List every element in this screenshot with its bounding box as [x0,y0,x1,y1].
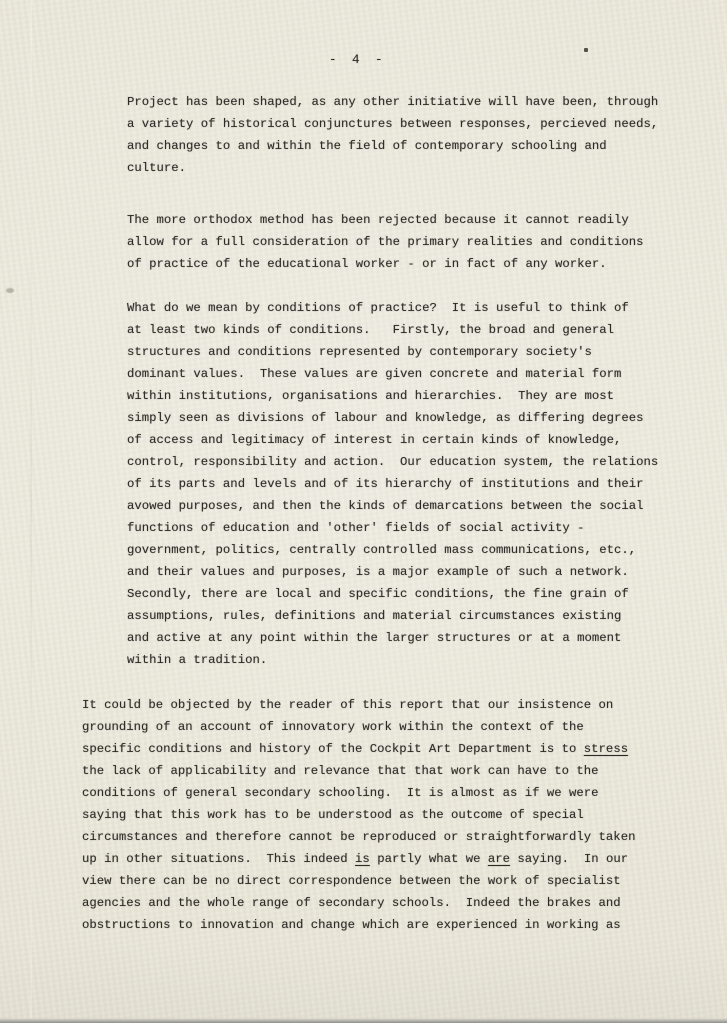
text-line: dominant values. These values are given concrete and material form [127,367,622,381]
page-body-text [82,91,682,936]
underlined-text: stress [583,742,629,756]
text-line: of practice of the educational worker - or in fact of any worker. [127,257,607,271]
text-line: Project has been shaped, as any other initiative will have been, through [127,95,659,109]
paper-crease [30,0,32,1023]
text-line: control, responsibility and action. Our education system, the relations [127,455,659,469]
text-line: The more orthodox method has been rejected because it cannot readily [127,213,629,227]
text-line: saying that this work has to be understood as the outcome of special [82,808,584,822]
text-line: conditions of general secondary schooling. It is almost as if we were [82,786,599,800]
text-line: structures and conditions represented by contemporary society's [127,345,592,359]
paragraph [82,694,682,936]
text-line: specific conditions and history of the Cockpit Art Department is to stress [82,742,629,756]
text-line: allow for a full consideration of the primary realities and conditions [127,235,644,249]
paragraph [127,297,682,671]
text-line: It could be objected by the reader of this report that our insistence on [82,698,614,712]
paragraph [127,209,682,275]
text-line: government, politics, centrally controlled mass communications, etc., [127,543,637,557]
text-line: agencies and the whole range of secondary schools. Indeed the brakes and [82,896,621,910]
underlined-text: are [487,852,511,866]
text-line: circumstances and therefore cannot be reproduced or straightforwardly taken [82,830,636,844]
text-line: Secondly, there are local and specific conditions, the fine grain of [127,587,629,601]
text-line: within a tradition. [127,653,268,667]
text-line: assumptions, rules, definitions and material circumstances existing [127,609,622,623]
text-line: the lack of applicability and relevance that that work can have to the [82,764,599,778]
page-number: - 4 - [329,53,387,67]
text-line: view there can be no direct correspondence between the work of specialist [82,874,621,888]
text-line: of its parts and levels and of its hierarchy of institutions and their [127,477,644,491]
text-line: and changes to and within the field of contemporary schooling and [127,139,607,153]
text-line: and their values and purposes, is a major example of such a network. [127,565,629,579]
ink-speck [584,48,588,52]
text-line: at least two kinds of conditions. Firstly, the broad and general [127,323,615,337]
paper-bottom-edge [0,1018,727,1023]
text-line: grounding of an account of innovatory work within the context of the [82,720,584,734]
text-line: avowed purposes, and then the kinds of demarcations between the social [127,499,644,513]
text-line: of access and legitimacy of interest in certain kinds of knowledge, [127,433,622,447]
text-line: within institutions, organisations and hierarchies. They are most [127,389,615,403]
text-line: up in other situations. This indeed is partly what we are saying. In our [82,852,629,866]
pencil-smudge [6,288,14,293]
text-line: What do we mean by conditions of practice? It is useful to think of [127,301,629,315]
text-line: and active at any point within the larger structures or at a moment [127,631,622,645]
text-line: obstructions to innovation and change which are experienced in working as [82,918,621,932]
text-line: culture. [127,161,187,175]
text-line: functions of education and 'other' fields of social activity - [127,521,585,535]
underlined-text: is [355,852,370,866]
text-line: simply seen as divisions of labour and knowledge, as differing degrees [127,411,644,425]
text-line: a variety of historical conjunctures between responses, percieved needs, [127,117,659,131]
paragraph [127,91,682,179]
